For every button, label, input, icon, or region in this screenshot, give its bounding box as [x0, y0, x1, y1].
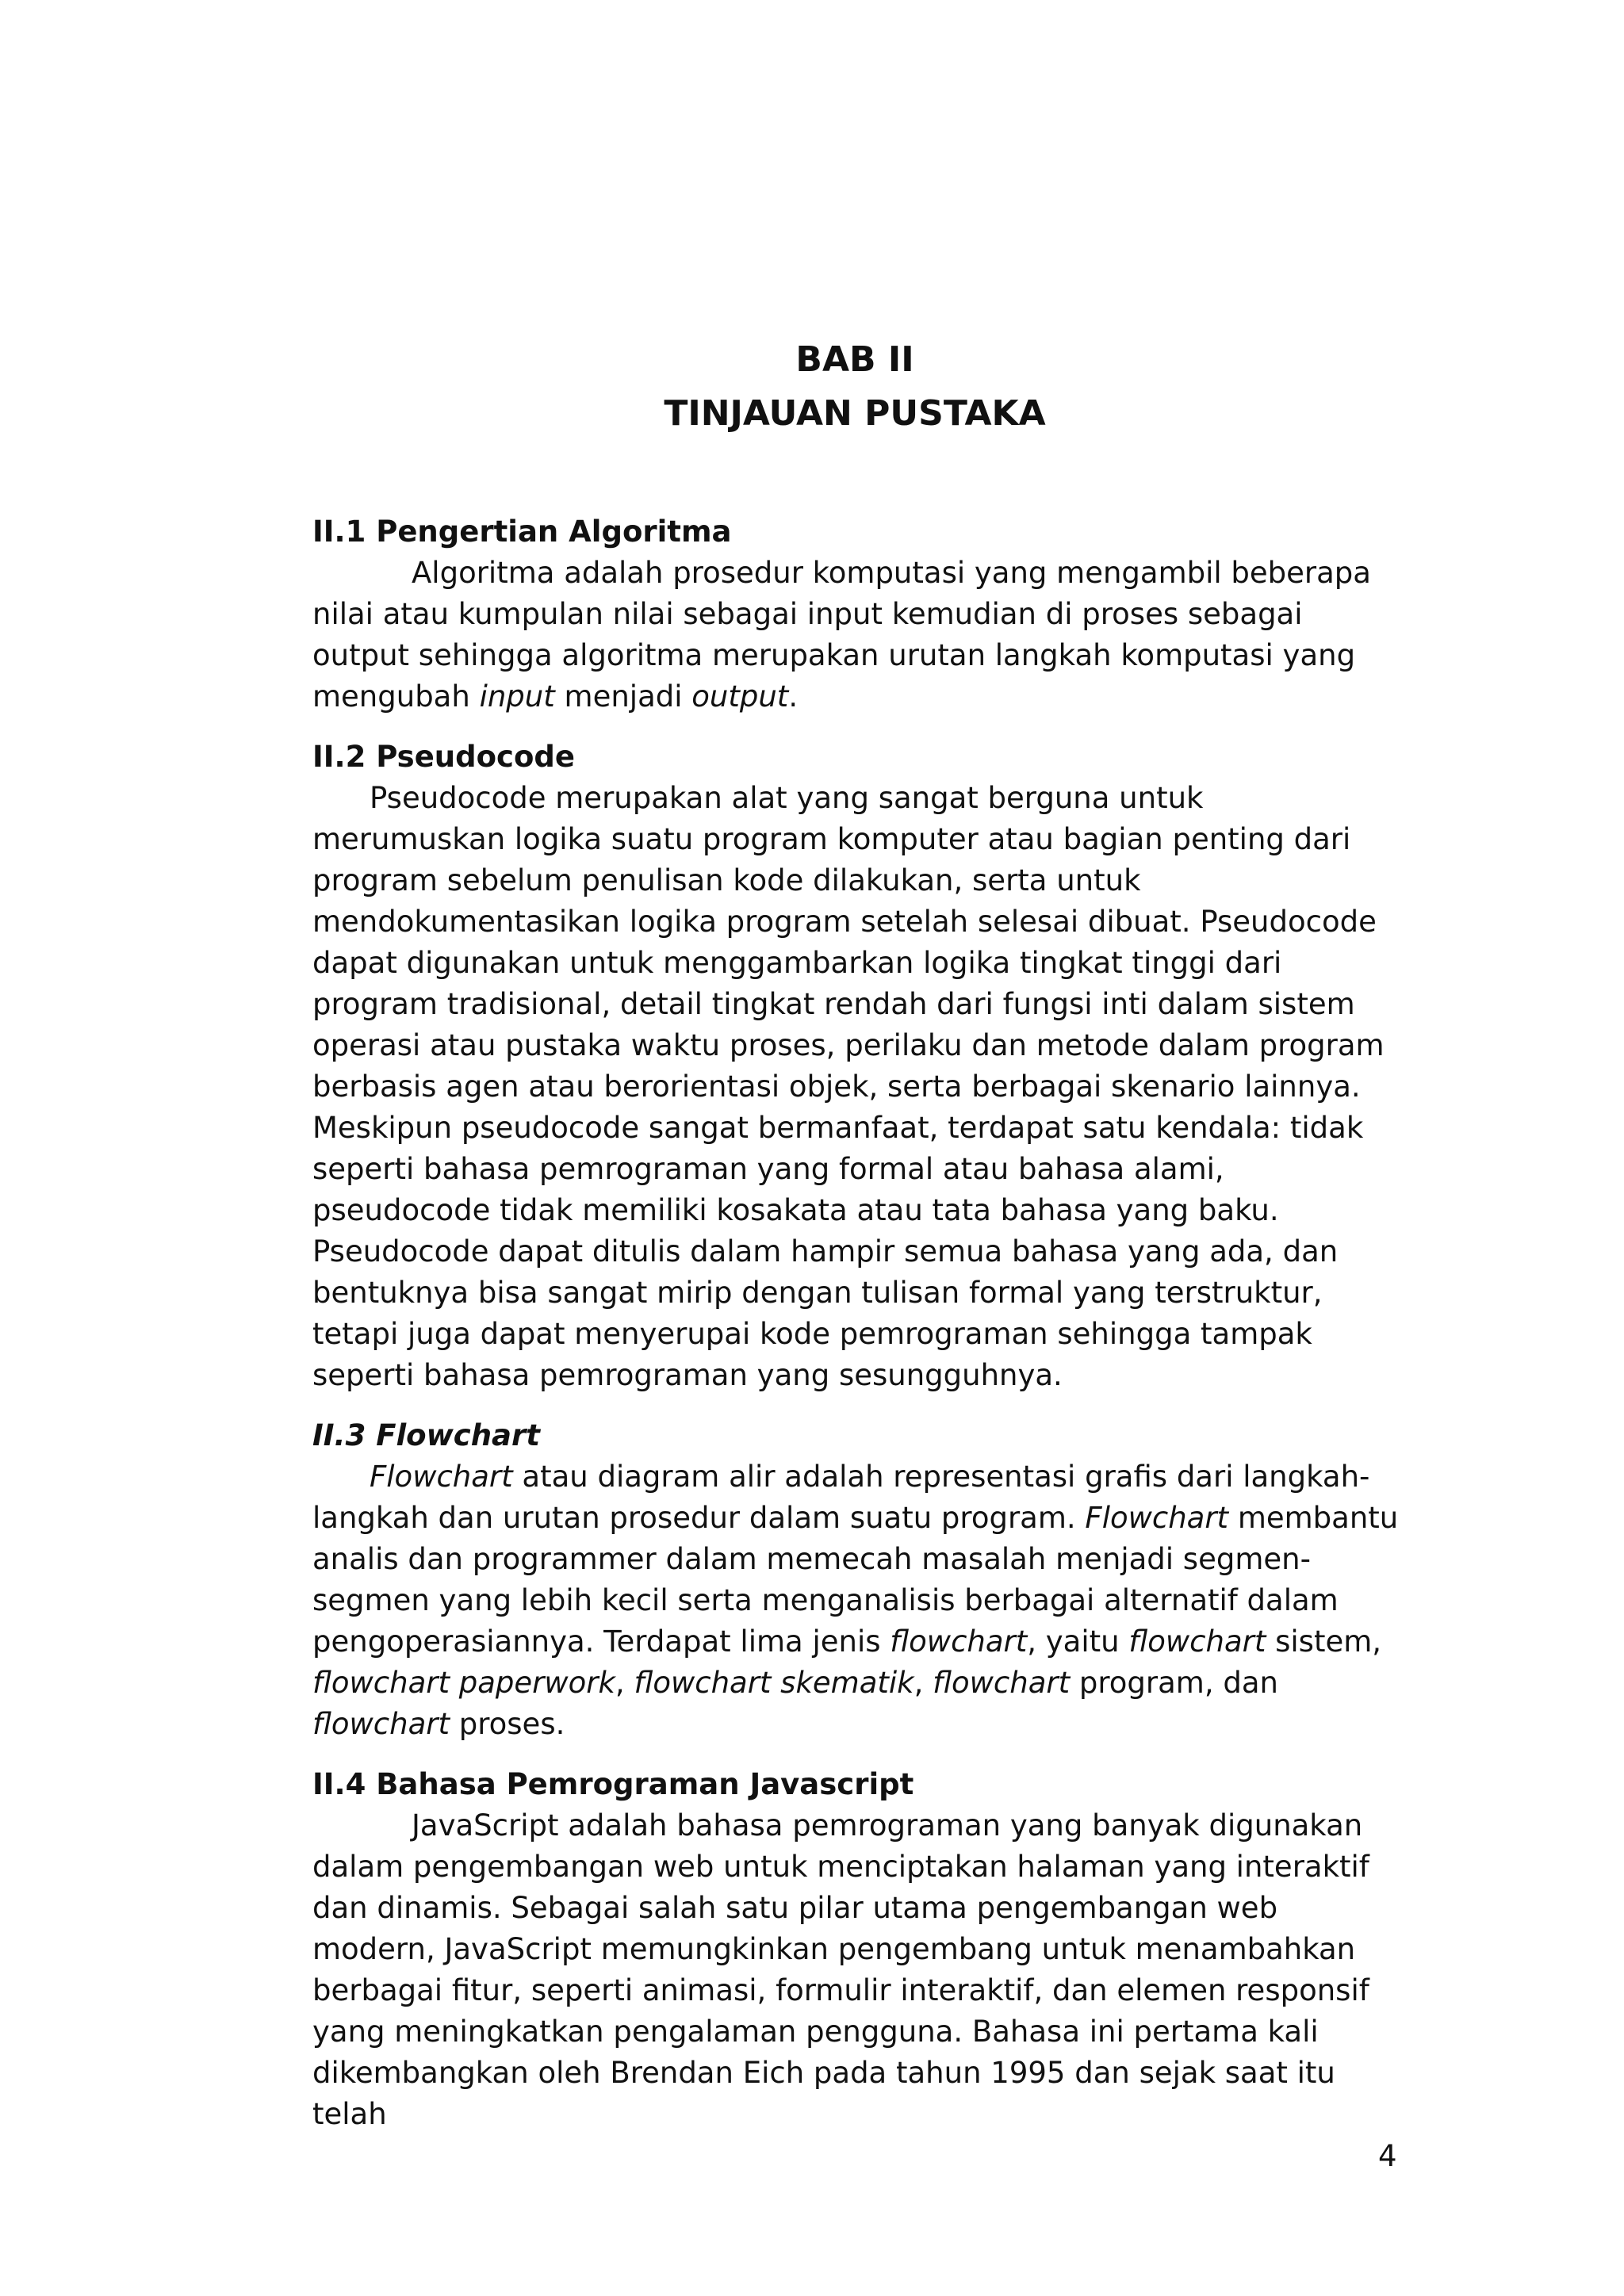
italic-term: output — [691, 679, 789, 714]
paragraph-pseudocode — [312, 778, 1399, 1396]
chapter-number: BAB II — [795, 339, 914, 380]
paragraph-javascript — [312, 1805, 1399, 2135]
paragraph-algoritma — [312, 553, 1399, 718]
paragraph-text: Algoritma adalah prosedur komputasi yang mengambil beberapa nilai atau kumpulan nilai sebagai input kemudian di proses sebagai output sehingga algoritma merupakan urutan langkah komputasi yang mengubah — [312, 556, 1371, 714]
paragraph-text: , yaitu — [1027, 1624, 1129, 1659]
italic-term: Flowchart — [1085, 1501, 1229, 1535]
paragraph-text: proses. — [450, 1707, 565, 1741]
paragraph-text: JavaScript adalah bahasa pemrograman yang banyak digunakan dalam pengembangan web untuk menciptakan halaman yang interaktif dan dinamis. Sebagai salah satu pilar utama pengembangan web modern, JavaScript memungkinkan pengembang untuk menambahkan berbagai fitur, seperti animasi, formulir interaktif, dan elemen responsif yang meningkatkan pengalaman pengguna. Bahasa ini pertama kali dikembangkan oleh Brendan Eich pada tahun 1995 dan sejak saat itu telah — [312, 1808, 1369, 2131]
section-title-flowchart: II.3 Flowchart — [312, 1418, 540, 1452]
paragraph-text: . — [788, 679, 799, 714]
italic-term: flowchart — [933, 1666, 1071, 1700]
italic-term: flowchart — [1128, 1624, 1266, 1659]
paragraph-text: Pseudocode merupakan alat yang sangat berguna untuk merumuskan logika suatu program komputer atau bagian penting dari program sebelum penulisan kode dilakukan, serta untuk mendokumentasikan logika program setelah selesai dibuat. Pseudocode dapat digunakan untuk menggambarkan logika tingkat tinggi dari program tradisional, detail tingkat rendah dari fungsi inti dalam sistem operasi atau pustaka waktu proses, perilaku dan metode dalam program berbasis agen atau berorientasi objek, serta berbagai skenario lainnya. Meskipun pseudocode sangat bermanfaat, terdapat satu kendala: tidak seperti bahasa pemrograman yang formal atau bahasa alami, pseudocode tidak memiliki kosakata atau tata bahasa yang baku. Pseudocode dapat ditulis dalam hampir semua bahasa yang ada, dan bentuknya bisa sangat mirip dengan tulisan formal yang terstruktur, tetapi juga dapat menyerupai kode pemrograman sehingga tampak seperti bahasa pemrograman yang sesungguhnya. — [312, 781, 1385, 1392]
chapter-heading — [0, 333, 1624, 441]
paragraph-text: , — [615, 1666, 634, 1700]
italic-term: flowchart paperwork — [312, 1666, 615, 1700]
section-title-javascript: II.4 Bahasa Pemrograman Javascript — [312, 1767, 914, 1801]
paragraph-text: , — [914, 1666, 933, 1700]
section-title-pseudocode: II.2 Pseudocode — [312, 740, 575, 774]
italic-term: input — [479, 679, 555, 714]
paragraph-text: menjadi — [554, 679, 692, 714]
paragraph-text: sistem, — [1266, 1624, 1382, 1659]
italic-term: Flowchart — [370, 1460, 513, 1494]
paragraph-text: membantu analis dan programmer dalam memecah masalah menjadi segmen-segmen yang lebih kecil serta menganalisis berbagai alternatif dalam pengoperasiannya. Terdapat lima jenis — [312, 1501, 1399, 1659]
paragraph-text: atau diagram alir adalah representasi grafis dari langkah-langkah dan urutan prosedur dalam suatu program. — [312, 1460, 1370, 1535]
paragraph-text: program, dan — [1070, 1666, 1278, 1700]
page-number: 4 — [1378, 2139, 1397, 2173]
chapter-title: TINJAUAN PUSTAKA — [664, 393, 1046, 434]
document-body — [312, 511, 1399, 2135]
italic-term: flowchart — [890, 1624, 1028, 1659]
section-title-algoritma: II.1 Pengertian Algoritma — [312, 515, 732, 549]
italic-term: flowchart — [312, 1707, 450, 1741]
italic-term: flowchart skematik — [634, 1666, 914, 1700]
paragraph-flowchart — [312, 1456, 1399, 1745]
